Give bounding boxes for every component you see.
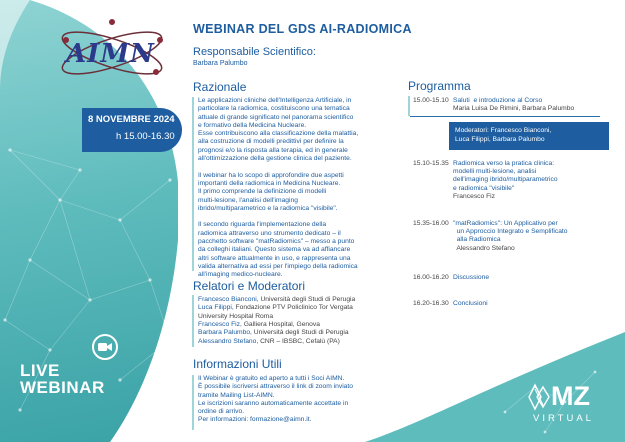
programma-item [453,274,489,282]
relatore-name: Luca Filippi, [198,304,234,312]
razionale-line: importanti della radiomica in Medicina Nucleare. [198,179,341,187]
razionale-line: Il primo comprende la definizione di modelli [198,188,327,196]
informazioni-line: Per informazioni: formazione@aimn.it. [198,416,312,424]
event-date: 8 NOVEMBRE 2024 [88,114,175,125]
informazioni-line: tramite Mailing List-AIMN. [198,391,275,399]
razionale-line: pacchetto software "matRadiomics" – messo a punto [198,238,355,246]
relatore-line [198,321,320,329]
programma-heading: Programma [408,79,471,93]
event-time: h 15.00-16.30 [116,131,175,142]
responsabile-name: Barbara Palumbo [193,60,248,67]
razionale-line [198,163,393,171]
razionale-line: Esse contribuiscono alla classificazione della malattia, [198,130,359,138]
relatori-bar [192,295,194,347]
razionale-line: ibrido/multiparametrico e la radiomica "visibile". [198,204,338,212]
relatore-affiliation: Fondazione PTV Policlinico Tor Vergata [233,304,353,312]
razionale-text [198,97,393,280]
programma-divider [410,116,600,117]
programma-item [453,300,488,308]
programma-item-title: Saluti e introduzione al Corso [453,97,543,104]
informazioni-line: Il Webinar è gratuito ed aperto a tutti i Soci AIMN. [198,375,345,382]
relatore-name: Francesco Bianconi, [198,296,259,303]
razionale-line: prognosi e/o la risposta alla terapia, ed in generale [198,146,348,154]
programma-item [453,220,568,253]
webinar-text: WEBINAR [20,378,105,397]
relatore-line [198,304,353,312]
virtual-brand-text: VIRTUAL [533,413,594,424]
programma-item-speaker: Maria Luisa De Rimini, Barbara Palumbo [453,105,575,113]
programma-item-title: "matRadiomics": Un Applicativo per [453,220,558,227]
relatore-line [198,338,340,346]
programma-item-title: un Approccio Integrato e Semplificato [453,228,568,236]
informazioni-line: ordine di arrivo. [198,408,245,416]
programma-item-title: modelli multi-lesione, analisi [453,168,537,176]
programma-item-title: Conclusioni [453,300,488,307]
live-text: LIVE [20,361,60,380]
relatore-name: Alessandro Stefano, [198,337,259,345]
page-title: WEBINAR DEL GDS AI-RADIOMICA [193,22,412,36]
programma-item-title: Discussione [453,274,490,281]
mz-leaf-logo-icon [527,383,551,411]
informazioni-text [198,375,398,425]
razionale-bar [192,97,194,271]
razionale-line: Le applicazioni cliniche dell'Intelligenza Artificiale, in [198,97,352,104]
programma-time: 15.35-16.00 [413,220,449,227]
relatore-line [198,296,355,304]
relatore-affiliation: Università degli Studi di Perugia [251,329,349,337]
relatore-affiliation: University Hospital Roma [198,312,274,320]
razionale-line: multi-lesione, l'analisi dell'imaging [198,196,298,204]
relatore-affiliation: CNR – IBSBC, Cefalù (PA) [258,337,340,345]
mz-virtual-logo [527,383,617,433]
razionale-line: Il webinar ha lo scopo di approfondire due aspetti [198,171,344,179]
programma-bar [408,96,410,116]
logo-text: AIMN [66,39,155,69]
razionale-line [198,213,393,221]
relatore-affiliation: Università degli Studi di Perugia [258,296,356,303]
razionale-line: valida alternativa ad essi per l'impiego della radiomica [198,262,358,270]
razionale-line: particolare la radiomica, costituiscono una tematica [198,105,350,113]
razionale-line: altri software attualmente in uso, e rappresenta una [198,254,351,262]
relatore-name: Francesco Fiz, [198,320,242,328]
razionale-line: da colleghi italiani. Questo sistema va ad affiancare [198,246,351,254]
informazioni-line: È possibile iscriversi attraverso il link di zoom inviato [198,383,353,391]
programma-time: 15.00-15.10 [413,97,449,104]
programma-item-title: alla Radiomica [453,236,501,244]
aimn-logo [52,18,170,88]
informazioni-line: Le iscrizioni saranno automaticamente accettate in [198,399,349,407]
razionale-line: e formativo della Medicina Nucleare. [198,121,307,129]
moderatori-text [455,126,551,144]
razionale-line: attuale di grande significato nel panorama scientifico [198,113,354,121]
relatore-line [198,329,349,337]
live-webinar-label [20,362,105,396]
video-camera-icon [92,334,118,360]
relatore-name: Barbara Palumbo, [198,329,252,337]
razionale-line: Il secondo riguarda l'implementazione della [198,221,327,229]
programma-item-title: e radiomica "visibile" [453,184,515,192]
razionale-line: all'ottimizzazione della gestione clinica del paziente. [198,155,352,163]
relatore-affiliation: Galliera Hospital, Genova [241,320,320,328]
programma-item-speaker: Alessandro Stefano [453,244,515,252]
moderatori-line: Luca Filippi, Barbara Palumbo [455,136,545,143]
relatore-line [198,313,273,321]
razionale-line: alla costruzione di modelli predittivi per definire la [198,138,344,146]
programma-time: 16.20-16.30 [413,300,449,307]
programma-item-title: dell'imaging ibrido/multiparametrico [453,176,558,184]
informazioni-heading: Informazioni Utili [193,357,282,371]
programma-item-speaker: Francesco Fiz [453,192,495,200]
programma-item [453,97,574,113]
programma-item-title: Radiomica verso la pratica clinica: [453,160,555,167]
programma-item [453,160,558,201]
responsabile-label: Responsabile Scientifico: [193,46,316,58]
programma-time: 16.00-16.20 [413,274,449,281]
relatori-heading: Relatori e Moderatori [193,279,306,293]
informazioni-bar [192,375,194,430]
razionale-line: all'imaging medico-nucleare. [198,271,283,279]
razionale-line: radiomica attraverso uno strumento dedicato – il [198,229,341,237]
moderatori-line: Moderatori: Francesco Bianconi, [455,127,552,134]
razionale-heading: Razionale [193,80,247,94]
programma-time: 15.10-15.35 [413,160,449,167]
mz-brand-text: MZ [551,381,590,411]
